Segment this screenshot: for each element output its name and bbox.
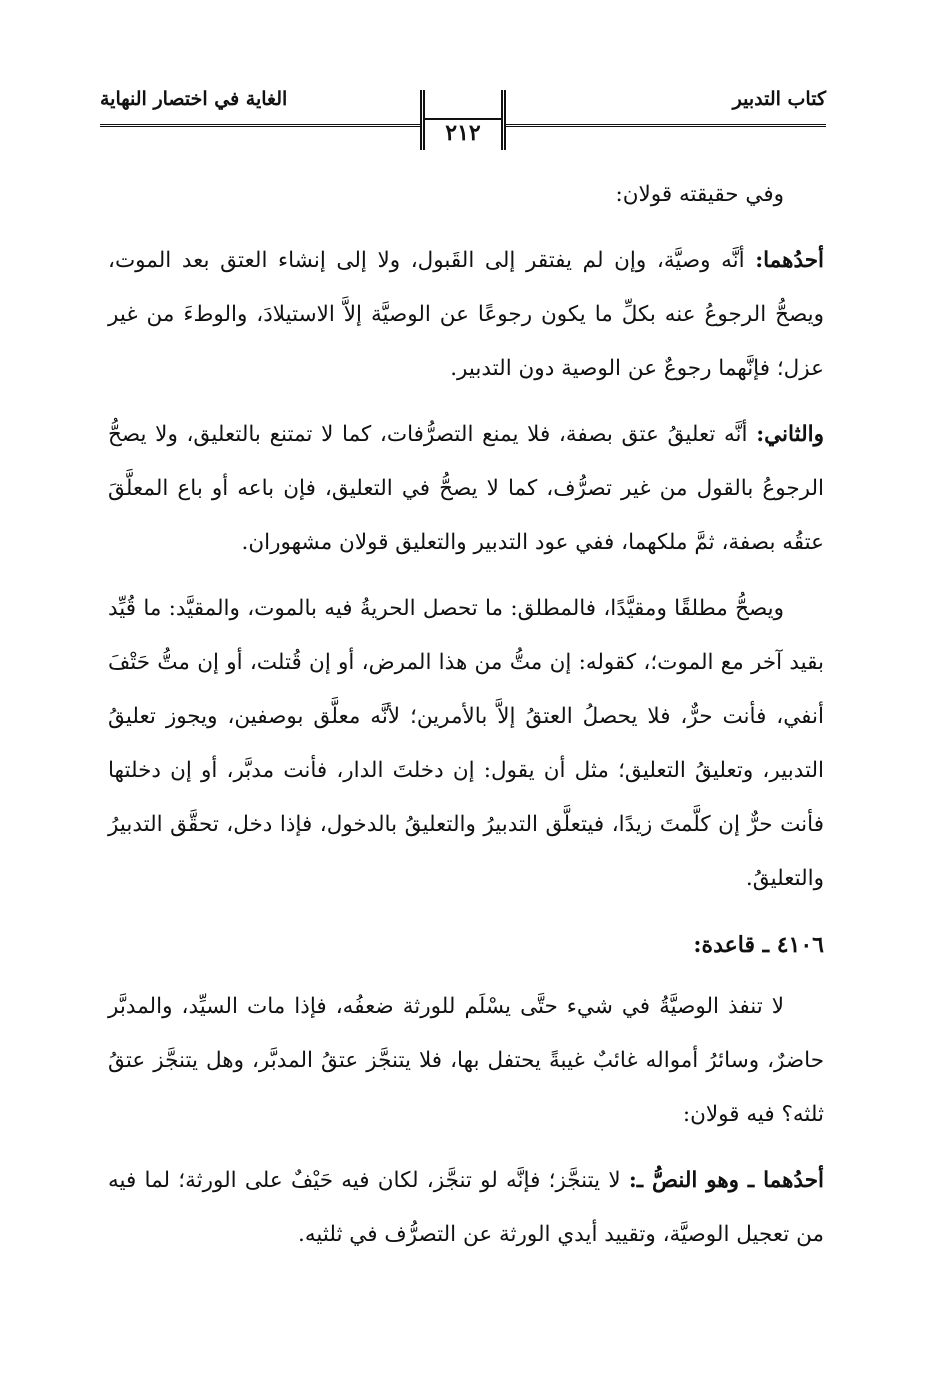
chapter-title: كتاب التدبير — [732, 88, 826, 110]
paragraph-rule: لا تنفذ الوصيَّةُ في شيء حتَّى يسْلَم للورثة ضعفُه، فإذا مات السيِّد، والمدبَّر حاضرٌ، وسائرُ أمواله غائبٌ غيبةً يحتفل بها، فلا يتنجَّز عتقُ المدبَّر، وهل يتنجَّز عتقُ ثلثه؟ فيه قولان: — [108, 994, 824, 1127]
running-header — [100, 80, 826, 160]
paragraph-first-opinion — [108, 234, 824, 396]
page-number: ٢١٢ — [425, 118, 501, 150]
rule-first-opinion-lead: أحدُهما ـ وهو النصُّ ـ: — [628, 1168, 824, 1193]
paragraph-second-opinion — [108, 408, 824, 570]
section-heading: ٤١٠٦ ـ قاعدة: — [693, 932, 824, 958]
first-opinion-lead: أحدُهما: — [755, 248, 824, 273]
intro-line: وفي حقيقته قولان: — [615, 182, 784, 207]
first-opinion-text: أنَّه وصيَّة، وإن لم يفتقر إلى القَبول، ولا إلى إنشاء العتق بعد الموت، ويصحُّ الرجوعُ عنه بكلِّ ما يكون رجوعًا عن الوصيَّة إلاَّ الاستيلادَ، والوطءَ من غير عزل؛ فإنَّهما رجوعٌ عن الوصية دون التدبير. — [108, 248, 824, 381]
rule-first-opinion-text: لا يتنجَّز؛ فإنَّه لو تنجَّز، لكان فيه حَيْفٌ على الورثة؛ لما فيه من تعجيل الوصيَّة، وتقييد أيدي الورثة عن التصرُّف في ثلثيه. — [108, 1168, 824, 1247]
page-number-frame — [420, 90, 506, 150]
book-title: الغاية في اختصار النهاية — [100, 88, 288, 110]
paragraph-rule-first-opinion — [108, 1154, 824, 1262]
second-opinion-lead: والثاني: — [756, 422, 824, 447]
second-opinion-text: أنَّه تعليقُ عتق بصفة، فلا يمنع التصرُّفات، كما لا تمتنع بالتعليق، ولا يصحُّ الرجوعُ بالقول من غير تصرُّف، كما لا يصحُّ في التعليق، فإن باعه أو باع المعلَّقَ عتقُه بصفة، ثمَّ ملكهما، ففي عود التدبير والتعليق قولان مشهوران. — [108, 422, 824, 555]
page-body — [108, 168, 824, 1274]
paragraph-absolute-restricted: ويصحُّ مطلقًا ومقيَّدًا، فالمطلق: ما تحصل الحريةُ فيه بالموت، والمقيَّد: ما قُيِّد بقيد آخر مع الموت؛، كقوله: إن متُّ من هذا المرض، أو إن قُتلت، أو إن متُّ حَتْفَ أنفي، فأنت حرٌّ، فلا يحصلُ العتقُ إلاَّ بالأمرين؛ لأنَّه معلَّق بوصفين، ويجوز تعليقُ التدبير، وتعليقُ التعليق؛ مثل أن يقول: إن دخلتَ الدار، فأنت مدبَّر، أو إن دخلتها فأنت حرٌّ إن كلَّمتَ زيدًا، فيتعلَّق التدبيرُ والتعليقُ بالدخول، فإذا دخل، تحقَّق التدبيرُ والتعليقُ. — [108, 596, 824, 891]
